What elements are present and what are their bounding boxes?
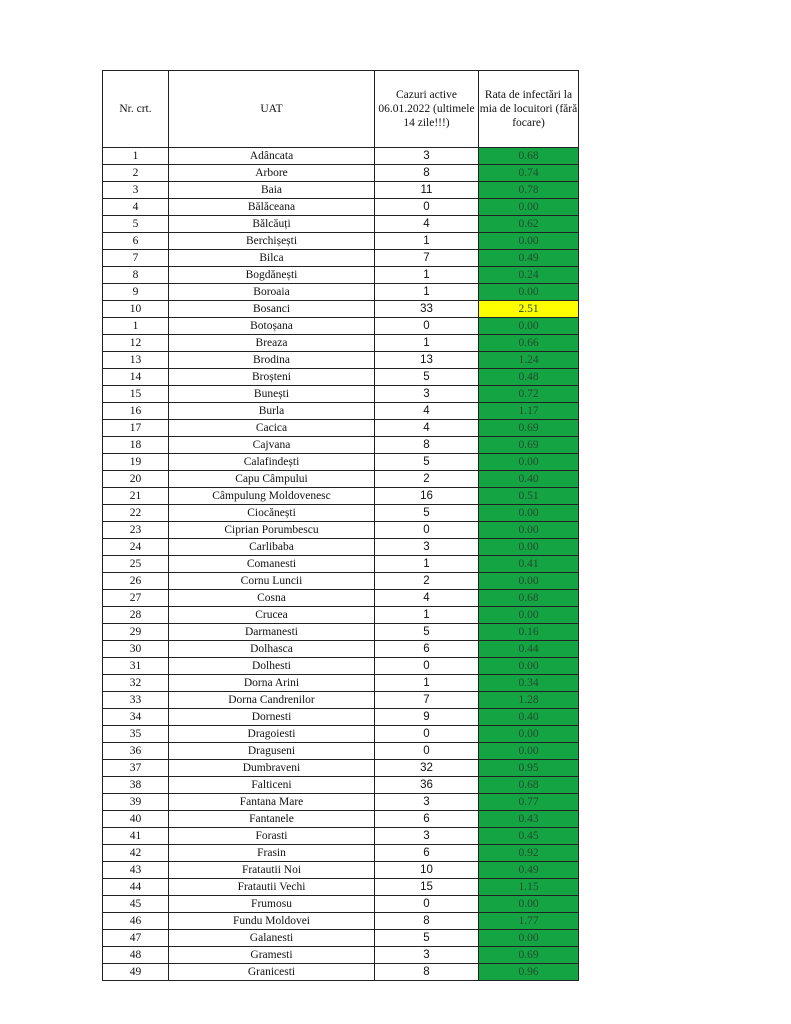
infection-rate: 0.24 [479,267,579,284]
active-cases: 1 [375,335,479,352]
uat-name: Dorna Arini [169,675,375,692]
uat-name: Botoșana [169,318,375,335]
active-cases: 5 [375,505,479,522]
active-cases: 3 [375,386,479,403]
uat-name: Gramesti [169,947,375,964]
table-row [103,301,579,318]
infection-rate: 0.62 [479,216,579,233]
row-number: 13 [103,352,169,369]
active-cases: 8 [375,165,479,182]
infection-rate: 0.95 [479,760,579,777]
table-row [103,675,579,692]
uat-name: Crucea [169,607,375,624]
infection-rate: 2.51 [479,301,579,318]
uat-name: Falticeni [169,777,375,794]
infection-rate: 0.68 [479,590,579,607]
active-cases: 5 [375,454,479,471]
table-row [103,913,579,930]
row-number: 21 [103,488,169,505]
table-row [103,539,579,556]
table-row [103,760,579,777]
active-cases: 8 [375,913,479,930]
active-cases: 8 [375,964,479,981]
table-row [103,811,579,828]
row-number: 28 [103,607,169,624]
row-number: 23 [103,522,169,539]
row-number: 46 [103,913,169,930]
uat-name: Burla [169,403,375,420]
header-nr: Nr. crt. [103,71,169,148]
uat-name: Bosanci [169,301,375,318]
active-cases: 11 [375,182,479,199]
uat-name: Draguseni [169,743,375,760]
row-number: 16 [103,403,169,420]
row-number: 15 [103,386,169,403]
row-number: 37 [103,760,169,777]
row-number: 29 [103,624,169,641]
table-row [103,879,579,896]
table-row [103,726,579,743]
infection-rate: 0.00 [479,658,579,675]
uat-name: Bunești [169,386,375,403]
table-row [103,658,579,675]
uat-name: Cosna [169,590,375,607]
table-row [103,488,579,505]
active-cases: 7 [375,250,479,267]
active-cases: 2 [375,471,479,488]
uat-name: Fundu Moldovei [169,913,375,930]
infection-rate: 0.41 [479,556,579,573]
header-row [103,71,579,148]
table-row [103,709,579,726]
active-cases: 1 [375,233,479,250]
uat-name: Dolhasca [169,641,375,658]
infection-rate: 0.44 [479,641,579,658]
infection-rate: 0.00 [479,284,579,301]
uat-name: Fratautii Vechi [169,879,375,896]
infection-rate: 0.45 [479,828,579,845]
active-cases: 32 [375,760,479,777]
uat-name: Adâncata [169,148,375,165]
active-cases: 0 [375,726,479,743]
row-number: 34 [103,709,169,726]
table-row [103,420,579,437]
infection-rate: 0.96 [479,964,579,981]
infection-rate: 0.40 [479,709,579,726]
row-number: 14 [103,369,169,386]
active-cases: 5 [375,624,479,641]
infection-rate: 1.24 [479,352,579,369]
uat-name: Cacica [169,420,375,437]
active-cases: 0 [375,318,479,335]
uat-name: Comanesti [169,556,375,573]
active-cases: 33 [375,301,479,318]
uat-name: Granicesti [169,964,375,981]
active-cases: 3 [375,794,479,811]
active-cases: 6 [375,811,479,828]
table-row [103,641,579,658]
table-row [103,386,579,403]
table-row [103,403,579,420]
row-number: 18 [103,437,169,454]
infection-rate: 0.00 [479,233,579,250]
uat-name: Dolhesti [169,658,375,675]
uat-name: Broșteni [169,369,375,386]
infection-rate: 0.43 [479,811,579,828]
row-number: 41 [103,828,169,845]
infection-rate: 0.68 [479,777,579,794]
row-number: 38 [103,777,169,794]
infection-rate: 0.77 [479,794,579,811]
active-cases: 1 [375,556,479,573]
active-cases: 9 [375,709,479,726]
table-row [103,505,579,522]
row-number: 22 [103,505,169,522]
row-number: 17 [103,420,169,437]
active-cases: 6 [375,641,479,658]
uat-name: Ciocănești [169,505,375,522]
table-row [103,471,579,488]
infection-rate: 0.00 [479,522,579,539]
active-cases: 0 [375,658,479,675]
row-number: 40 [103,811,169,828]
active-cases: 1 [375,675,479,692]
row-number: 44 [103,879,169,896]
uat-name: Frasin [169,845,375,862]
infection-rate: 0.49 [479,862,579,879]
row-number: 36 [103,743,169,760]
row-number: 27 [103,590,169,607]
active-cases: 13 [375,352,479,369]
header-active-cases: Cazuri active 06.01.2022 (ultimele 14 zile!!!) [375,71,479,148]
table-row [103,284,579,301]
infection-rate: 0.00 [479,539,579,556]
table-row [103,590,579,607]
row-number: 35 [103,726,169,743]
active-cases: 1 [375,607,479,624]
active-cases: 0 [375,522,479,539]
active-cases: 10 [375,862,479,879]
uat-name: Cajvana [169,437,375,454]
row-number: 7 [103,250,169,267]
uat-name: Arbore [169,165,375,182]
uat-name: Frumosu [169,896,375,913]
table-row [103,352,579,369]
uat-name: Ciprian Porumbescu [169,522,375,539]
infection-rate: 0.16 [479,624,579,641]
table-row [103,335,579,352]
infection-rate: 0.00 [479,318,579,335]
infection-rate: 0.68 [479,148,579,165]
infection-rate: 0.00 [479,930,579,947]
row-number: 8 [103,267,169,284]
active-cases: 1 [375,284,479,301]
infection-rate-table [102,70,579,981]
uat-name: Breaza [169,335,375,352]
header-infection-rate: Rata de infectări la mia de locuitori (fără focare) [479,71,579,148]
table-row [103,930,579,947]
active-cases: 2 [375,573,479,590]
table-row [103,862,579,879]
table-row [103,896,579,913]
uat-name: Calafindești [169,454,375,471]
row-number: 48 [103,947,169,964]
infection-rate: 0.00 [479,896,579,913]
infection-rate: 0.34 [479,675,579,692]
row-number: 6 [103,233,169,250]
table-row [103,573,579,590]
table-row [103,743,579,760]
uat-name: Fantanele [169,811,375,828]
infection-rate: 0.48 [479,369,579,386]
row-number: 47 [103,930,169,947]
row-number: 45 [103,896,169,913]
infection-rate: 0.40 [479,471,579,488]
infection-rate: 0.72 [479,386,579,403]
uat-name: Fratautii Noi [169,862,375,879]
table-row [103,233,579,250]
row-number: 1 [103,148,169,165]
row-number: 24 [103,539,169,556]
infection-rate: 0.00 [479,454,579,471]
uat-name: Cornu Luncii [169,573,375,590]
uat-name: Darmanesti [169,624,375,641]
uat-name: Boroaia [169,284,375,301]
table-row [103,369,579,386]
uat-name: Galanesti [169,930,375,947]
row-number: 30 [103,641,169,658]
active-cases: 8 [375,437,479,454]
header-uat: UAT [169,71,375,148]
active-cases: 36 [375,777,479,794]
table-row [103,437,579,454]
row-number: 33 [103,692,169,709]
table-row [103,454,579,471]
uat-name: Capu Câmpului [169,471,375,488]
table-row [103,318,579,335]
table-row [103,607,579,624]
uat-name: Fantana Mare [169,794,375,811]
uat-name: Dragoiesti [169,726,375,743]
active-cases: 4 [375,403,479,420]
table-row [103,692,579,709]
table-row [103,522,579,539]
uat-name: Dorna Candrenilor [169,692,375,709]
table-row [103,199,579,216]
infection-rate: 0.69 [479,437,579,454]
row-number: 10 [103,301,169,318]
table-row [103,845,579,862]
row-number: 49 [103,964,169,981]
uat-name: Baia [169,182,375,199]
infection-rate: 1.28 [479,692,579,709]
active-cases: 0 [375,743,479,760]
infection-rate: 0.49 [479,250,579,267]
uat-name: Forasti [169,828,375,845]
row-number: 2 [103,165,169,182]
row-number: 26 [103,573,169,590]
infection-rate: 0.00 [479,726,579,743]
active-cases: 7 [375,692,479,709]
row-number: 39 [103,794,169,811]
table-row [103,556,579,573]
active-cases: 4 [375,590,479,607]
infection-rate: 0.92 [479,845,579,862]
table-row [103,624,579,641]
active-cases: 4 [375,420,479,437]
infection-rate: 0.69 [479,420,579,437]
infection-rate: 1.77 [479,913,579,930]
infection-rate: 0.00 [479,743,579,760]
table-row [103,794,579,811]
table-row [103,267,579,284]
infection-rate: 0.00 [479,199,579,216]
table-row [103,828,579,845]
active-cases: 0 [375,896,479,913]
active-cases: 0 [375,199,479,216]
infection-rate: 1.17 [479,403,579,420]
active-cases: 3 [375,539,479,556]
active-cases: 5 [375,930,479,947]
infection-rate: 0.00 [479,607,579,624]
active-cases: 16 [375,488,479,505]
row-number: 43 [103,862,169,879]
infection-rate: 0.51 [479,488,579,505]
row-number: 9 [103,284,169,301]
table-body [103,148,579,981]
uat-name: Dornesti [169,709,375,726]
row-number: 19 [103,454,169,471]
active-cases: 4 [375,216,479,233]
infection-rate: 0.00 [479,505,579,522]
uat-name: Bilca [169,250,375,267]
uat-name: Dumbraveni [169,760,375,777]
row-number: 4 [103,199,169,216]
uat-name: Bălăceana [169,199,375,216]
uat-name: Bogdănești [169,267,375,284]
row-number: 42 [103,845,169,862]
table-row [103,947,579,964]
active-cases: 5 [375,369,479,386]
infection-rate: 0.78 [479,182,579,199]
infection-rate: 0.74 [479,165,579,182]
row-number: 1 [103,318,169,335]
table-row [103,216,579,233]
uat-name: Carlibaba [169,539,375,556]
row-number: 5 [103,216,169,233]
active-cases: 3 [375,828,479,845]
infection-rate: 1.15 [479,879,579,896]
row-number: 20 [103,471,169,488]
row-number: 12 [103,335,169,352]
uat-name: Brodina [169,352,375,369]
uat-name: Berchișești [169,233,375,250]
active-cases: 3 [375,947,479,964]
active-cases: 15 [375,879,479,896]
row-number: 3 [103,182,169,199]
table-row [103,964,579,981]
active-cases: 1 [375,267,479,284]
table-row [103,777,579,794]
table-row [103,182,579,199]
table-row [103,165,579,182]
table-row [103,148,579,165]
infection-rate: 0.66 [479,335,579,352]
infection-rate: 0.00 [479,573,579,590]
active-cases: 6 [375,845,479,862]
infection-rate: 0.69 [479,947,579,964]
uat-name: Câmpulung Moldovenesc [169,488,375,505]
uat-name: Bălcăuți [169,216,375,233]
table-row [103,250,579,267]
row-number: 31 [103,658,169,675]
row-number: 25 [103,556,169,573]
active-cases: 3 [375,148,479,165]
row-number: 32 [103,675,169,692]
